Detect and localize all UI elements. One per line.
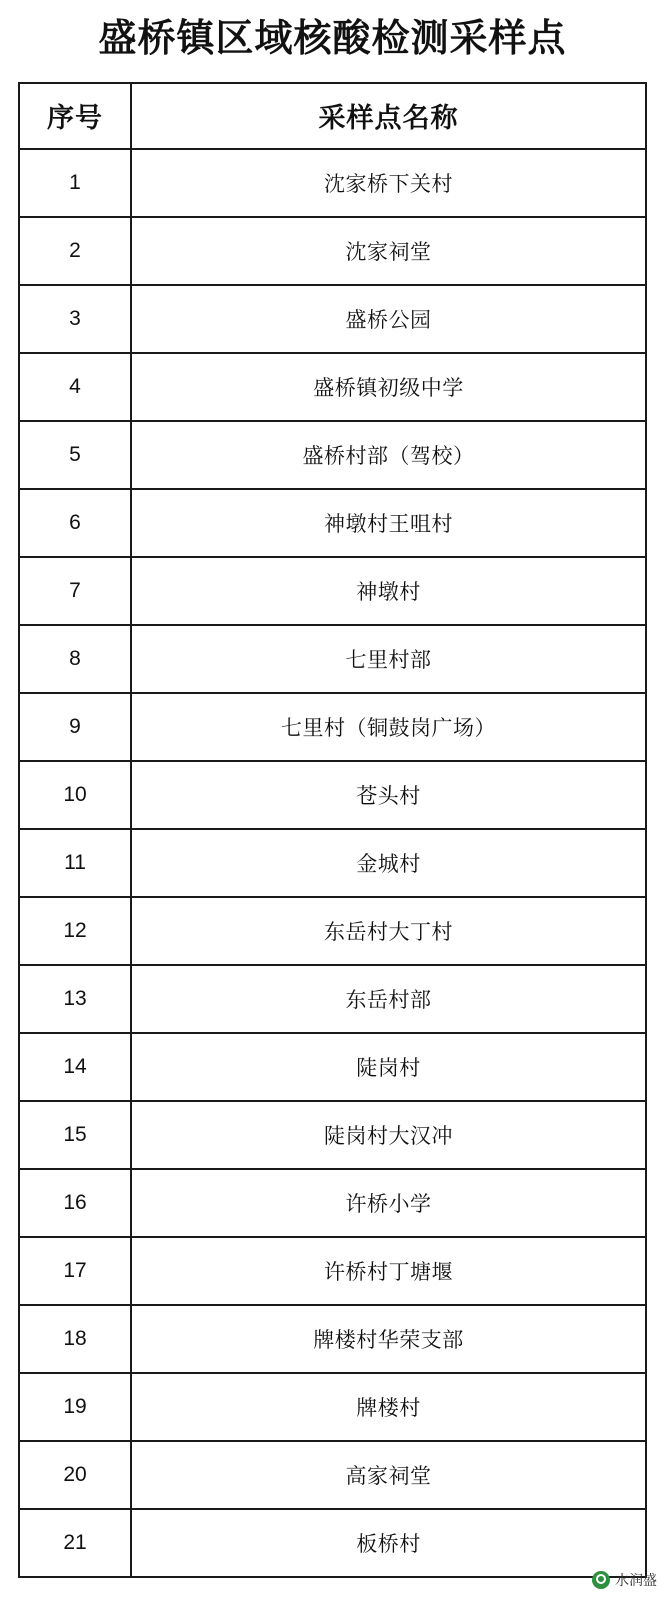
cell-index: 17: [19, 1237, 131, 1305]
cell-index: 14: [19, 1033, 131, 1101]
cell-name: 陡岗村大汉冲: [131, 1101, 646, 1169]
table-row: [19, 1305, 646, 1373]
cell-index: 20: [19, 1441, 131, 1509]
cell-name: 许桥小学: [131, 1169, 646, 1237]
cell-index: 16: [19, 1169, 131, 1237]
cell-index: 12: [19, 897, 131, 965]
cell-name: 牌楼村华荣支部: [131, 1305, 646, 1373]
cell-index: 18: [19, 1305, 131, 1373]
column-header-name: 采样点名称: [131, 83, 646, 149]
table-header: [19, 83, 646, 149]
cell-name: 板桥村: [131, 1509, 646, 1577]
cell-index: 2: [19, 217, 131, 285]
cell-index: 9: [19, 693, 131, 761]
cell-name: 盛桥镇初级中学: [131, 353, 646, 421]
table-row: [19, 1441, 646, 1509]
cell-index: 3: [19, 285, 131, 353]
cell-index: 21: [19, 1509, 131, 1577]
table-row: [19, 965, 646, 1033]
cell-name: 沈家桥下关村: [131, 149, 646, 217]
cell-index: 19: [19, 1373, 131, 1441]
table-row: [19, 829, 646, 897]
table-row: [19, 353, 646, 421]
page-title: 盛桥镇区域核酸检测采样点: [98, 18, 567, 60]
table-row: [19, 217, 646, 285]
cell-name: 许桥村丁塘堰: [131, 1237, 646, 1305]
cell-index: 8: [19, 625, 131, 693]
account-badge-icon: [592, 1571, 610, 1589]
cell-name: 盛桥公园: [131, 285, 646, 353]
table-row: [19, 557, 646, 625]
cell-index: 5: [19, 421, 131, 489]
cell-name: 牌楼村: [131, 1373, 646, 1441]
cell-index: 6: [19, 489, 131, 557]
cell-name: 七里村（铜鼓岗广场）: [131, 693, 646, 761]
cell-index: 7: [19, 557, 131, 625]
cell-name: 七里村部: [131, 625, 646, 693]
cell-index: 10: [19, 761, 131, 829]
table-row: [19, 897, 646, 965]
cell-name: 神墩村: [131, 557, 646, 625]
table-row: [19, 1169, 646, 1237]
cell-index: 11: [19, 829, 131, 897]
table-row: [19, 1101, 646, 1169]
table-row: [19, 1373, 646, 1441]
cell-index: 1: [19, 149, 131, 217]
table-row: [19, 761, 646, 829]
table-row: [19, 693, 646, 761]
column-header-index: 序号: [19, 83, 131, 149]
table-header-row: [19, 83, 646, 149]
table-body: [19, 149, 646, 1577]
footer-strip: [0, 1554, 665, 1598]
cell-name: 高家祠堂: [131, 1441, 646, 1509]
table-row: [19, 149, 646, 217]
cell-name: 东岳村部: [131, 965, 646, 1033]
watermark-label: 水润盛: [615, 1572, 657, 1588]
watermark: [592, 1570, 657, 1590]
table-row: [19, 1033, 646, 1101]
cell-index: 15: [19, 1101, 131, 1169]
cell-name: 陡岗村: [131, 1033, 646, 1101]
cell-name: 苍头村: [131, 761, 646, 829]
cell-name: 神墩村王咀村: [131, 489, 646, 557]
table-row: [19, 489, 646, 557]
cell-name: 金城村: [131, 829, 646, 897]
cell-name: 沈家祠堂: [131, 217, 646, 285]
sampling-points-table: [18, 82, 647, 1578]
table-row: [19, 1237, 646, 1305]
table-row: [19, 285, 646, 353]
cell-index: 13: [19, 965, 131, 1033]
table-row: [19, 625, 646, 693]
cell-name: 东岳村大丁村: [131, 897, 646, 965]
table-row: [19, 421, 646, 489]
cell-name: 盛桥村部（驾校）: [131, 421, 646, 489]
cell-index: 4: [19, 353, 131, 421]
